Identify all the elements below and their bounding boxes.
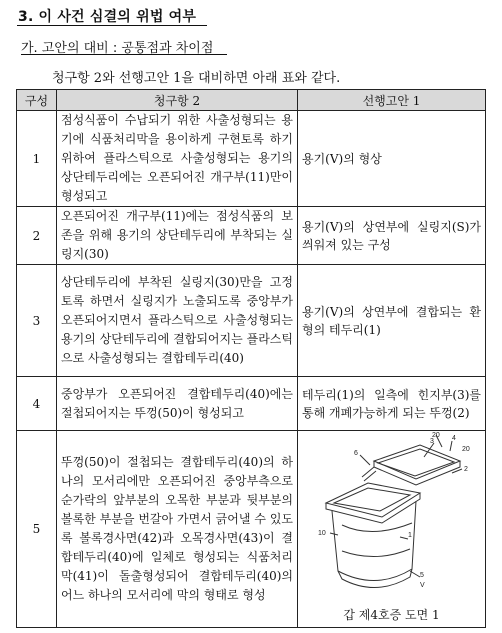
row-no: 4 <box>17 377 57 431</box>
claim-text: 뚜껑(50)이 절첩되는 결합테두리(40)의 하나의 모서리에만 오픈되어진 중앙부측으로 순가락의 앞부분의 오목한 부분과 뒷부분의 볼록한 부분을 번갈아 가면서 긁어낼 수 있도록 볼록경사면(42)과 오목경사면(43)이 결합테두리(40)에 일체로 형성되는 식품처리막(41)이 돌출형성되어 결합테두리(40)의 어느 하나의 모서리에 막의 형태로 형성 <box>57 431 298 628</box>
header-no: 구성 <box>17 90 57 111</box>
claim-text: 상단테두리에 부착된 실링지(30)만을 고정토록 하면서 실링지가 노출되도록 중앙부가 오픈되어지면서 플라스틱으로 사출성형되는 용기의 상단테두리에 결합되어지는 플라스틱으로 사출성형되는 결합테두리(40) <box>57 265 298 377</box>
claim-text: 오픈되어진 개구부(11)에는 점성식품의 보존을 위해 용기의 상단테두리에 부착되는 실링지(30) <box>57 207 298 265</box>
figure-label: 20 <box>432 432 440 439</box>
figure-label: 2 <box>464 466 468 473</box>
table-row <box>17 207 486 265</box>
container-drawing-icon <box>312 431 472 601</box>
claim-text: 점성식품이 수납되기 위한 사출성형되는 용기에 식품처리막을 용이하게 구현토록 하기 위하여 플라스틱으로 사출성형되는 용기의 상단테두리에는 오픈되어진 개구부(11)만이 형성되고 <box>57 111 298 207</box>
subsection-title: 가. 고안의 대비 : 공통점과 차이점 <box>21 37 213 56</box>
intro-text: 청구항 2와 선행고안 1을 대비하면 아래 표와 같다. <box>52 71 341 86</box>
figure-label: 1 <box>408 532 412 539</box>
prior-figure <box>298 431 485 627</box>
figure-label: 10 <box>318 530 326 537</box>
row-no: 5 <box>17 431 57 628</box>
figure-caption: 갑 제4호증 도면 1 <box>343 608 440 622</box>
figure-label: 4 <box>452 435 456 442</box>
figure-label: 3 <box>430 438 434 445</box>
figure-label: 5 <box>420 572 424 579</box>
prior-text: 테두리(1)의 일측에 힌지부(3)를 통해 개폐가능하게 되는 뚜껑(2) <box>298 377 486 431</box>
header-prior: 선행고안 1 <box>298 90 486 111</box>
figure-label: V <box>420 582 425 589</box>
claim-text: 중앙부가 오픈되어진 결합테두리(40)에는 절첩되어지는 뚜껑(50)이 형성되고 <box>57 377 298 431</box>
prior-text: 용기(V)의 상연부에 결합되는 환형의 테두리(1) <box>298 265 486 377</box>
figure-label: 6 <box>354 450 358 457</box>
row-no: 1 <box>17 111 57 207</box>
row-no: 2 <box>17 207 57 265</box>
table-header-row <box>17 90 486 111</box>
table-row <box>17 111 486 207</box>
prior-text: 용기(V)의 형상 <box>298 111 486 207</box>
comparison-table <box>16 89 486 628</box>
header-claim: 청구항 2 <box>57 90 298 111</box>
table-row <box>17 377 486 431</box>
figure-label: 20 <box>462 446 470 453</box>
section-title: 3. 이 사건 심결의 위법 여부 <box>18 6 196 26</box>
row-no: 3 <box>17 265 57 377</box>
table-row <box>17 265 486 377</box>
prior-text: 용기(V)의 상연부에 실링지(S)가 씌워져 있는 구성 <box>298 207 486 265</box>
prior-figure-cell <box>298 431 486 628</box>
table-row <box>17 431 486 628</box>
